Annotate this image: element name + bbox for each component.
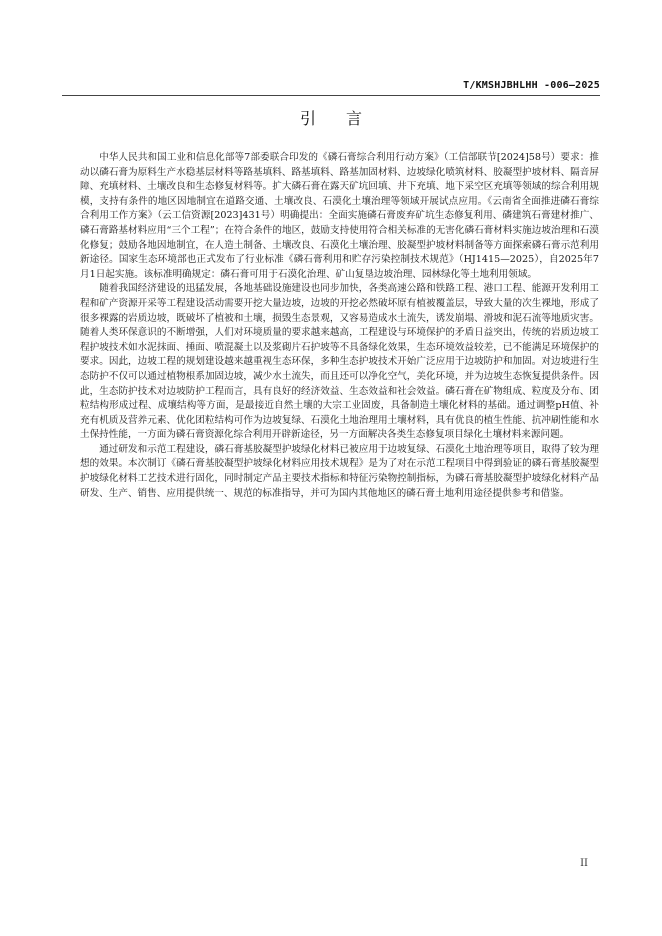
body-text [80,151,599,501]
paragraph-1: 中华人民共和国工业和信息化部等7部委联合印发的《磷石膏综合利用行动方案》（工信部联节[2024]58号）要求：推动以磷石膏为原料生产水稳基层材料等路基填料、路基填料、路基加固材料、边坡绿化喷筑材料、胶凝型护坡材料、隔音屏障、充填材料、土壤改良和生态修复材料等。扩大磷石膏在露天矿坑回填、井下充填、地下采空区充填等领域的综合利用规模，支持有条件的地区因地制宜在道路交通、土壤改良、石漠化土壤治理等领域开展试点应用。《云南省全面推进磷石膏综合利用工作方案》（云工信资源[2023]431号）明确提出：全面实施磷石膏废弃矿坑生态修复利用、磷建筑石膏建材推广、磷石膏路基材料应用“三个工程”；在符合条件的地区，鼓励支持使用符合相关标准的无害化磷石膏材料实施边坡治理和石漠化修复；鼓励各地因地制宜，在人造土制备、土壤改良、石漠化土壤治理、胶凝型护坡材料制备等方面探索磷石膏示范利用新途径。国家生态环境部也正式发布了行业标准《磷石膏利用和贮存污染控制技术规范》（HJ1415—2025），自2025年7月1日起实施。该标准明确规定：磷石膏可用于石漠化治理、矿山复垦边坡治理、园林绿化等土地利用领域。 [80,152,599,280]
document-code: T/KMSHJBHLHH -006—2025 [463,80,600,91]
paragraph-2: 随着我国经济建设的迅猛发展，各地基础设施建设也同步加快，各类高速公路和铁路工程、港口工程、能源开发利用工程和矿产资源开采等工程建设活动需要开挖大量边坡，边坡的开挖必然破坏原有植被覆盖层，导致大量的次生裸地，形成了很多裸露的岩质边坡，既破坏了植被和土壤，损毁生态景观，又容易造成水土流失，诱发崩塌、滑坡和泥石流等地质灾害。随着人类环保意识的不断增强，人们对环境质量的要求越来越高，工程建设与环境保护的矛盾日益突出，传统的岩质边坡工程护坡技术如水泥抹面、捶面、喷混凝土以及浆砌片石护坡等不具备绿化效果，生态环境效益较差，已不能满足环境保护的要求。因此，边坡工程的规划建设越来越重视生态环保，多种生态护坡技术开始广泛应用于边坡防护和加固。对边坡进行生态防护不仅可以通过植物根系加固边坡，减少水土流失，而且还可以净化空气，美化环境，并为边坡生态恢复提供条件。因此，生态防护技术对边坡防护工程而言，具有良好的经济效益、生态效益和社会效益。磷石膏在矿物组成、粒度及分布、团粒结构形成过程、成壤结构等方面，是最接近自然土壤的大宗工业固废，具备制造土壤化材料的基础。通过调整pH值、补充有机质及营养元素、优化团粒结构可作为边坡复绿、石漠化土地治理用土壤材料，具有优良的植生性能、抗冲刷性能和水土保持性能，一方面为磷石膏资源化综合利用开辟新途径，另一方面解决各类生态修复项目绿化土壤材料来源问题。 [80,283,599,441]
section-title: 引言 [299,109,392,128]
paragraph-3: 通过研发和示范工程建设，磷石膏基胶凝型护坡绿化材料已被应用于边坡复绿、石漠化土地治理等项目，取得了较为理想的效果。本次制订《磷石膏基胶凝型护坡绿化材料应用技术规程》是为了对在示范工程项目中得到验证的磷石膏基胶凝型护坡绿化材料工艺技术进行固化，同时制定产品主要技术指标和特征污染物控制指标，为磷石膏基胶凝型护坡绿化材料产品研发、生产、销售、应用提供统一、规范的标准指导，并可为国内其他地区的磷石膏土地利用途径提供参考和借鉴。 [80,443,599,499]
page-number: II [580,858,588,869]
header-rule [62,95,600,96]
